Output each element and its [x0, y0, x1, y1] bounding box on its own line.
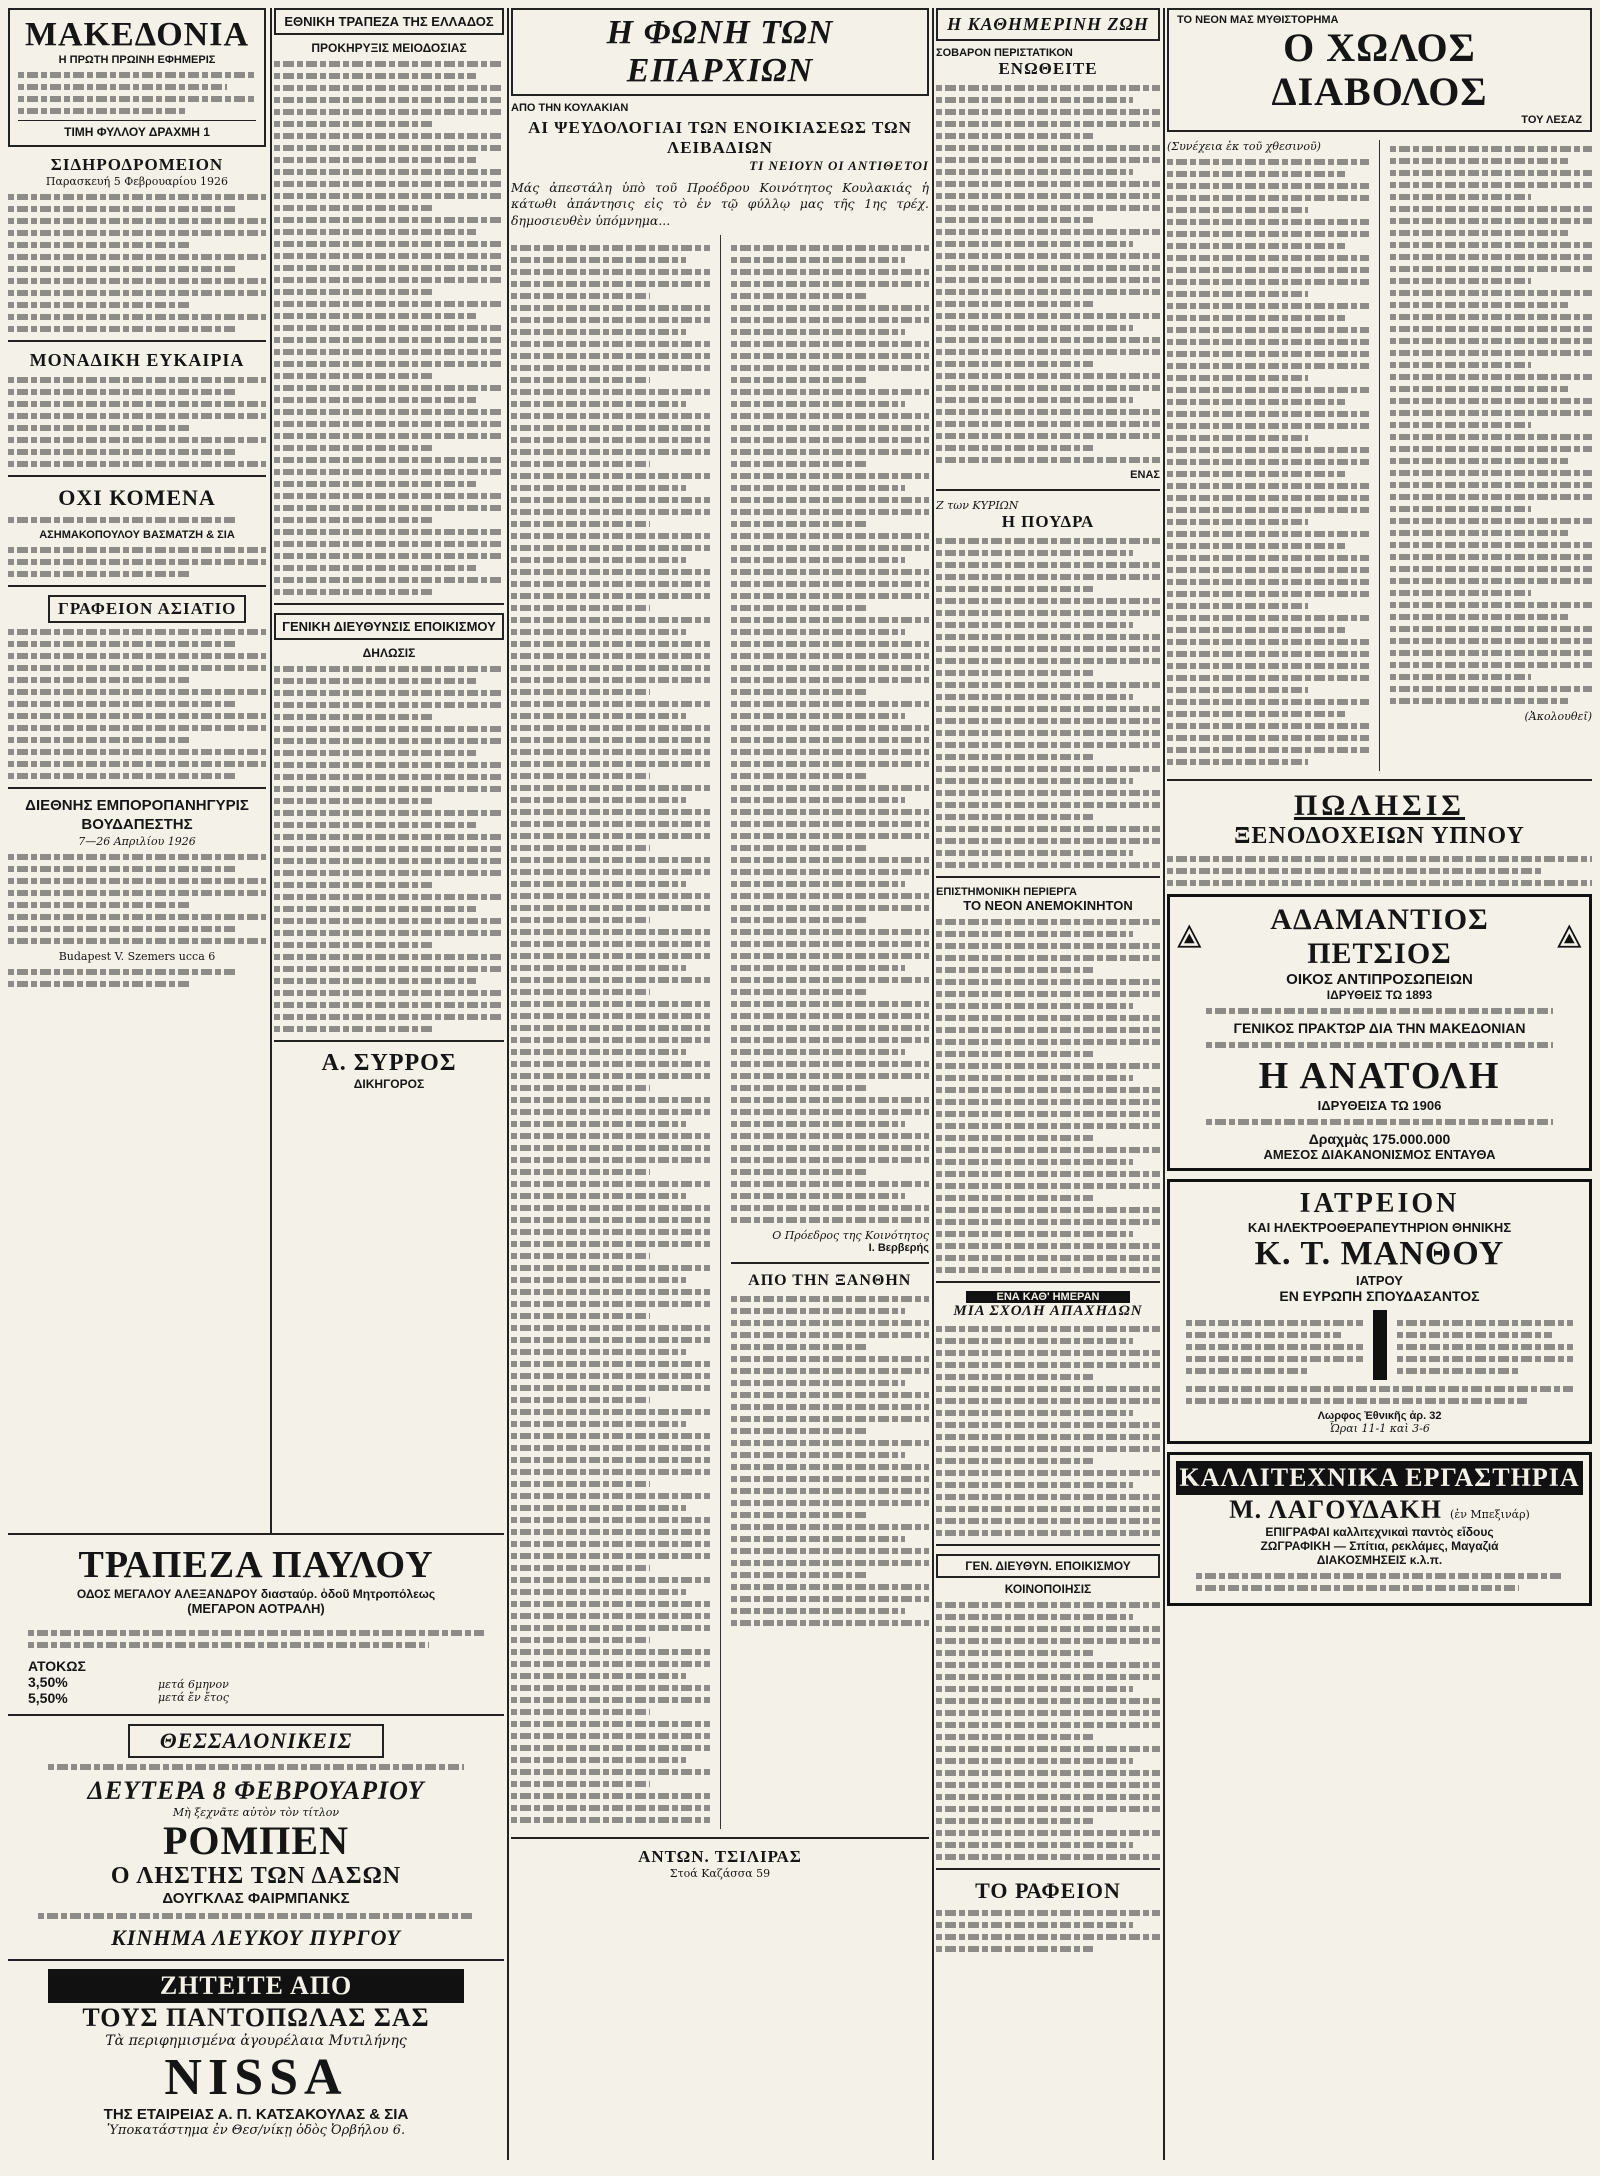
article-headline: ΑΙ ΨΕΥΔΟΛΟΓΙΑΙ ΤΩΝ ΕΝΟΙΚΙΑΣΕΩΣ ΤΩΝ ΛΕΙΒΑΔΙΩΝ [528, 118, 912, 157]
clinic-hours: Ὧραι 11-1 καὶ 3-6 [1329, 1422, 1430, 1435]
serial-author: ΤΟΥ ΛΕΣΑΖ [1521, 114, 1582, 126]
article-kicker: ΑΠΟ ΤΗΝ ΚΟΥΛΑΚΙΑΝ [511, 102, 629, 114]
makedonia-masthead [8, 8, 266, 147]
anatoli-payout: ΑΜΕΣΟΣ ΔΙΑΚΑΝΟΝΙΣΜΟΣ ΕΝΤΑΥΘΑ [1263, 1147, 1496, 1162]
xanthi-heading: ΑΠΟ ΤΗΝ ΞΑΝΘΗΝ [748, 1271, 912, 1289]
column-rule [507, 8, 509, 2160]
fair-dates: 7—26 Απριλίου 1926 [78, 834, 196, 848]
anatoli-founded: ΙΔΡΥΘΕΙΣΑ ΤΩ 1906 [1317, 1098, 1442, 1113]
daily-life-section: ΣΟΒΑΡΟΝ ΠΕΡΙΣΤΑΤΙΚΟΝ [936, 47, 1073, 59]
rafeion-heading: ΤΟ ΡΑΦΕΙΟΝ [975, 1878, 1121, 1903]
workshop-line-3: ΔΙΑΚΟΣΜΗΣΕΙΣ κ.λ.π. [1316, 1553, 1443, 1567]
triangle-logo-icon [1556, 922, 1583, 952]
makedonia-subtitle: Η ΠΡΩΤΗ ΠΡΩΙΝΗ ΕΦΗΜΕΡΙΣ [58, 54, 216, 66]
film-subtitle: Ο ΛΗΣΤΗΣ ΤΩΝ ΔΑΣΩΝ [110, 1863, 402, 1889]
timetable-title: ΣΙΔΗΡΟΔΡΟΜΕΙΟΝ [50, 155, 224, 174]
column-rule [1163, 8, 1165, 2160]
sale-title: ΠΩΛΗΣΙΣ [1293, 789, 1466, 822]
workshop-line-2: ΖΩΓΡΑΦΙΚΗ — Σπίτια, ρεκλάμες, Μαγαζιά [1260, 1539, 1499, 1553]
agent-ad [1167, 894, 1592, 1171]
workshop-line-1: ΕΠΙΓΡΑΦΑΙ καλλιτεχνικαὶ παντὸς εἴδους [1265, 1525, 1494, 1539]
science-kicker: ΕΠΙΣΤΗΜΟΝΙΚΗ ΠΕΡΙΕΡΓΑ [936, 886, 1077, 898]
workshop-ad [1167, 1452, 1592, 1606]
puder-heading: Η ΠΟΥΔΡΑ [1001, 512, 1095, 531]
coloniz-subheading: ΚΟΙΝΟΠΟΙΗΣΙΣ [1004, 1582, 1092, 1596]
article-deck: ΤΙ ΝΕΙΟΥΝ ΟΙ ΑΝΤΙΘΕΤΟΙ [749, 158, 929, 173]
bank-notice-title: ΕΘΝΙΚΗ ΤΡΑΠΕΖΑ ΤΗΣ ΕΛΛΑΔΟΣ [274, 8, 504, 35]
united-heading: ΕΝΩΘΕΙΤΕ [998, 59, 1098, 78]
film-title: ΡΟΜΠΕΝ [163, 1818, 349, 1863]
school-kicker: ΕΝΑ ΚΑΘ' ΗΜΕΡΑΝ [966, 1291, 1130, 1303]
column-2 [274, 8, 504, 1528]
serial-kicker: ΤΟ ΝΕΟΝ ΜΑΣ ΜΥΘΙΣΤΟΡΗΜΑ [1177, 14, 1339, 26]
signature-name: Ι. Βερβερής [868, 1241, 929, 1254]
serial-continued: (Συνέχεια ἐκ τοῦ χθεσινοῦ) [1167, 140, 1321, 153]
column-1 [8, 8, 266, 1528]
bank-pavlou-address: ΟΔΟΣ ΜΕΓΑΛΟΥ ΑΛΕΞΑΝΔΡΟΥ διασταύρ. ὁδοῦ Μητροπόλεως [76, 1587, 436, 1601]
triangle-logo-icon [1176, 922, 1203, 952]
clinic-title: ΙΑΤΡΕΙΟΝ [1299, 1188, 1460, 1219]
partners-name: ΑΣΗΜΑΚΟΠΟΥΛΟΥ ΒΑΣΜΑΤΖΗ & ΣΙΑ [39, 529, 235, 541]
rate-1-note: μετά 6μηνον [158, 1678, 229, 1691]
school-heading: ΜΙΑ ΣΧΟΛΗ ΑΠΑΧΗΔΩΝ [953, 1303, 1143, 1319]
daily-life-title: Η ΚΑΘΗΜΕΡΙΝΗ ΖΩΗ [936, 8, 1160, 41]
column-5 [1167, 8, 1592, 2160]
nissa-line-1: ΖΗΤΕΙΤΕ ΑΠΟ [48, 1969, 464, 2003]
fair-title: ΔΙΕΘΝΗΣ ΕΜΠΟΡΟΠΑΝΗΓΥΡΙΣ ΒΟΥΔΑΠΕΣΤΗΣ [25, 797, 249, 833]
section-title: Η ΦΩΝΗ ΤΩΝ ΕΠΑΡΧΙΩΝ [511, 8, 929, 96]
column-4 [936, 8, 1160, 2160]
sale-subtitle: ΞΕΝΟΔΟΧΕΙΩΝ ΥΠΝΟΥ [1234, 823, 1525, 849]
doctor-name: Κ. Τ. ΜΑΝΘΟΥ [1254, 1235, 1505, 1272]
serial-title: Ο ΧΩΛΟΣ ΔΙΑΒΟΛΟΣ [1271, 25, 1488, 114]
coloniz-heading: ΓΕΝ. ΔΙΕΥΘΥΝ. ΕΠΟΙΚΙΣΜΟΥ [936, 1554, 1160, 1578]
nissa-brand: NISSA [164, 2049, 348, 2106]
author-name: ΑΝΤΩΝ. ΤΣΙΛΙΡΑΣ [638, 1846, 802, 1866]
unique-chance-heading: ΜΟΝΑΔΙΚΗ ΕΥΚΑΙΡΙΑ [29, 350, 245, 370]
serial-to-follow: (Ἀκολουθεῖ) [1524, 710, 1592, 723]
column-3 [511, 8, 929, 2160]
oxi-komena-heading: ΟΧΙ ΚΟΜΕΝΑ [58, 485, 216, 510]
film-star: ΔΟΥΓΚΛΑΣ ΦΑΙΡΜΠΑΝΚΣ [162, 1890, 350, 1907]
bank-pavlou-title: ΤΡΑΠΕΖΑ ΠΑΥΛΟΥ [78, 1544, 434, 1586]
workshop-owner: Μ. ΛΑΓΟΥΔΑΚΗ [1229, 1495, 1443, 1524]
doctor-studies: ΕΝ ΕΥΡΩΠΗ ΣΠΟΥΔΑΣΑΝΤΟΣ [1279, 1288, 1480, 1304]
anatoli-capital: Δραχμὰς 175.000.000 [1308, 1131, 1451, 1147]
colonization-subtitle: ΔΗΛΩΣΙΣ [362, 646, 416, 660]
cinema-heading: ΘΕΣΣΑΛΟΝΙΚΕΙΣ [128, 1724, 384, 1758]
newspaper-page [8, 8, 1592, 2160]
anemo-heading: ΤΟ ΝΕΟΝ ΑΝΕΜΟΚΙΝΗΤΟΝ [963, 898, 1133, 913]
clinic-subtitle: ΚΑΙ ΗΛΕΚΤΡΟΘΕΡΑΠΕΥΤΗΡΙΟΝ ΘΗΝΙΚΗΣ [1247, 1220, 1512, 1235]
rate-1: 3,50% [28, 1674, 68, 1690]
timetable-date: Παρασκευή 5 Φεβρουαρίου 1926 [45, 175, 229, 188]
column-rule [932, 8, 934, 2160]
clinic-ad [1167, 1179, 1592, 1444]
serial-box [1167, 8, 1592, 132]
bank-notice-subtitle: ΠΡΟΚΗΡΥΞΙΣ ΜΕΙΟΔΟΣΙΑΣ [311, 41, 467, 55]
bank-pavlou-building: (ΜΕΓΑΡΟΝ ΑΟΤΡΑΛΗ) [187, 1601, 325, 1616]
doctor-role: ΙΑΤΡΟΥ [1356, 1273, 1403, 1288]
bottom-left-ads [8, 1533, 504, 2160]
nissa-line-2: ΤΟΥΣ ΠΑΝΤΟΠΩΛΑΣ ΣΑΣ [82, 2003, 430, 2032]
cinema-tagline: Μὴ ξεχνᾶτε αὐτὸν τὸν τίτλον [172, 1806, 340, 1819]
agent-subtitle: ΟΙΚΟΣ ΑΝΤΙΠΡΟΣΩΠΕΙΩΝ [1286, 971, 1473, 988]
makedonia-title: ΜΑΚΕΔΟΝΙΑ [24, 16, 250, 53]
fair-address: Budapest V. Szemers ucca 6 [58, 949, 216, 963]
nissa-company: ΤΗΣ ΕΤΑΙΡΕΙΑΣ Α. Π. ΚΑΤΣΑΚΟΥΛΑΣ & ΣΙΑ [103, 2106, 409, 2124]
signed-by: ΕΝΑΣ [1130, 469, 1160, 481]
workshop-owner-note: (ἐν Μπεξινάρ) [1450, 1508, 1530, 1521]
workshop-title: ΚΑΛΛΙΤΕΧΝΙΚΑ ΕΡΓΑΣΤΗΡΙΑ [1176, 1461, 1583, 1495]
anatoli-name: Η ΑΝΑΤΟΛΗ [1258, 1055, 1501, 1097]
agent-name: ΑΔΑΜΑΝΤΙΟΣ ΠΕΤΣΙΟΣ [1270, 903, 1489, 970]
agent-general: ΓΕΝΙΚΟΣ ΠΡΑΚΤΩΡ ΔΙΑ ΤΗΝ ΜΑΚΕΔΟΝΙΑΝ [1233, 1020, 1526, 1036]
nissa-line-3: Τὰ περιφημισμένα ἀγουρέλαια Μυτιλήνης [105, 2033, 407, 2049]
office-heading: ΓΡΑΦΕΙΟΝ ΑΣΙΑΤΙΟ [48, 595, 246, 623]
agent-founded: ΙΔΡΥΘΕΙΣ ΤΩ 1893 [1326, 988, 1433, 1002]
lawyer-role: ΔΙΚΗΓΟΡΟΣ [353, 1077, 425, 1091]
signature-line: Ο Πρόεδρος της Κοινότητος [772, 1228, 929, 1242]
rate-2: 5,50% [28, 1690, 68, 1706]
cinema-date: ΔΕΥΤΕΡΑ 8 ΦΕΒΡΟΥΑΡΙΟΥ [87, 1776, 425, 1805]
author-address: Στοά Καζάσσα 59 [669, 1866, 771, 1880]
lawyer-name: Α. ΣΥΡΡΟΣ [321, 1050, 457, 1076]
cinema-venue: ΚΙΝΗΜΑ ΛΕΥΚΟΥ ΠΥΡΓΟΥ [111, 1925, 401, 1950]
clinic-address: Λωρφος Ἐθνικῆς ἀρ. 32 [1317, 1410, 1442, 1422]
article-lead: Μάς ἀπεστάλη ὑπὸ τοῦ Προέδρου Κοινότητος Κουλακιάς ἡ κάτωθι ἀπάντησις εἰς τὸ ἐν τῷ φύλλῳ μας τῆς 1ης τρέχ. δημοσιευθὲν ὑπόμνημα... [511, 180, 929, 228]
rate-2-note: μετά ἔν ἔτος [158, 1691, 229, 1704]
price-line: ΤΙΜΗ ΦΥΛΛΟΥ ΔΡΑΧΜΗ 1 [18, 120, 256, 139]
puder-kicker: Ζ των ΚΥΡΙΩΝ [936, 499, 1019, 512]
colonization-title: ΓΕΝΙΚΗ ΔΙΕΥΘΥΝΣΙΣ ΕΠΟΙΚΙΣΜΟΥ [274, 613, 504, 640]
nissa-branch: Ὑποκατάστημα ἐν Θεσ/νίκῃ ὁδὸς Ὀρβήλου 6. [106, 2123, 406, 2139]
rates-label: ΑΤΟΚΩΣ [28, 1658, 86, 1674]
